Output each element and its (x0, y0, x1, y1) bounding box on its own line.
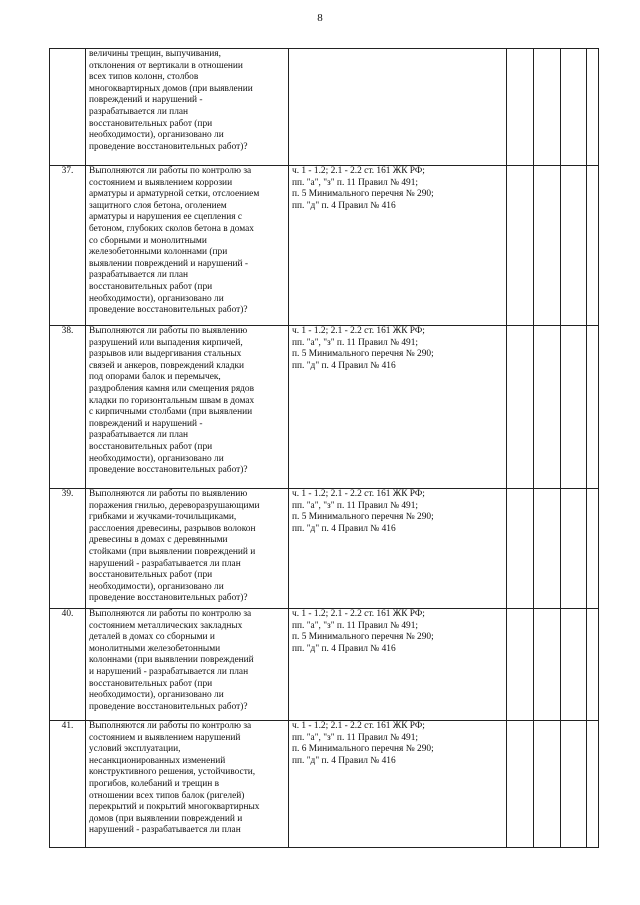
answer-yes-cell[interactable] (507, 166, 534, 326)
question-text: Выполняются ли работы по контролю за состоянием металлических закладных деталей в домах со сборными и монолитными железобетонными колоннами (при выявлении повреждений и нарушений - разрабатывается ли план восстановительных работ (при необходимости), организовано ли проведение восстановительных работ)? (86, 609, 289, 721)
answer-no-cell[interactable] (534, 489, 561, 609)
note-cell[interactable] (587, 166, 599, 326)
answer-no-cell[interactable] (534, 721, 561, 848)
answer-not-applicable-cell[interactable] (561, 166, 587, 326)
table-row-38 (50, 326, 599, 489)
table-row-41 (50, 721, 599, 848)
legal-reference: ч. 1 - 1.2; 2.1 - 2.2 ст. 161 ЖК РФ; пп. "а", "з" п. 11 Правил № 491; п. 5 Минимального перечня № 290; пп. "д" п. 4 Правил № 416 (289, 609, 507, 721)
question-text: Выполняются ли работы по выявлению поражения гнилью, дереворазрушающими грибками и жучками-точильщиками, расслоения древесины, разрывов волокон древесины в домах с деревянными стойками (при выявлении повреждений и нарушений - разрабатывается ли план восстановительных работ (при необходимости), организовано ли проведение восстановительных работ)? (86, 489, 289, 609)
row-number: 41. (50, 721, 86, 848)
question-text: величины трещин, выпучивания, отклонения от вертикали в отношении всех типов колонн, столбов многоквартирных домов (при выявлении повреждений и нарушений - разрабатывается ли план восстановительных работ (при необходимости), организовано ли проведение восстановительных работ)? (86, 49, 289, 166)
answer-not-applicable-cell[interactable] (561, 49, 587, 166)
note-cell[interactable] (587, 609, 599, 721)
legal-reference (289, 49, 507, 166)
table-row-37 (50, 166, 599, 326)
note-cell[interactable] (587, 326, 599, 489)
table-row-40 (50, 609, 599, 721)
table-row-39 (50, 489, 599, 609)
question-text: Выполняются ли работы по контролю за состоянием и выявлением нарушений условий эксплуатации, несанкционированных изменений конструктивного решения, устойчивости, прогибов, колебаний и трещин в отношении всех типов балок (ригелей) перекрытий и покрытий многоквартирных домов (при выявлении повреждений и нарушений - разрабатывается ли план (86, 721, 289, 848)
answer-yes-cell[interactable] (507, 609, 534, 721)
legal-reference: ч. 1 - 1.2; 2.1 - 2.2 ст. 161 ЖК РФ; пп. "а", "з" п. 11 Правил № 491; п. 5 Минимального перечня № 290; пп. "д" п. 4 Правил № 416 (289, 489, 507, 609)
answer-no-cell[interactable] (534, 609, 561, 721)
legal-reference: ч. 1 - 1.2; 2.1 - 2.2 ст. 161 ЖК РФ; пп. "а", "з" п. 11 Правил № 491; п. 5 Минимального перечня № 290; пп. "д" п. 4 Правил № 416 (289, 326, 507, 489)
answer-not-applicable-cell[interactable] (561, 326, 587, 489)
question-text: Выполняются ли работы по контролю за состоянием и выявлением коррозии арматуры и арматурной сетки, отслоением защитного слоя бетона, оголением арматуры и нарушения ее сцепления с бетоном, глубоких сколов бетона в домах со сборными и монолитными железобетонными колоннами (при выявлении повреждений и нарушений - разрабатывается ли план восстановительных работ (при необходимости), организовано ли проведение восстановительных работ)? (86, 166, 289, 326)
answer-yes-cell[interactable] (507, 49, 534, 166)
legal-reference: ч. 1 - 1.2; 2.1 - 2.2 ст. 161 ЖК РФ; пп. "а", "з" п. 11 Правил № 491; п. 5 Минимального перечня № 290; пп. "д" п. 4 Правил № 416 (289, 166, 507, 326)
row-number: 40. (50, 609, 86, 721)
answer-no-cell[interactable] (534, 166, 561, 326)
row-number: 37. (50, 166, 86, 326)
page-number: 8 (317, 12, 323, 24)
answer-not-applicable-cell[interactable] (561, 721, 587, 848)
answer-no-cell[interactable] (534, 49, 561, 166)
row-number (50, 49, 86, 166)
note-cell[interactable] (587, 489, 599, 609)
row-number: 38. (50, 326, 86, 489)
checklist-table (49, 48, 599, 848)
note-cell[interactable] (587, 49, 599, 166)
answer-yes-cell[interactable] (507, 326, 534, 489)
table-row-continued (50, 49, 599, 166)
answer-not-applicable-cell[interactable] (561, 609, 587, 721)
answer-yes-cell[interactable] (507, 489, 534, 609)
legal-reference: ч. 1 - 1.2; 2.1 - 2.2 ст. 161 ЖК РФ; пп. "а", "з" п. 11 Правил № 491; п. 6 Минимального перечня № 290; пп. "д" п. 4 Правил № 416 (289, 721, 507, 848)
answer-no-cell[interactable] (534, 326, 561, 489)
answer-yes-cell[interactable] (507, 721, 534, 848)
note-cell[interactable] (587, 721, 599, 848)
question-text: Выполняются ли работы по выявлению разрушений или выпадения кирпичей, разрывов или выдергивания стальных связей и анкеров, повреждений кладки под опорами балок и перемычек, раздробления камня или смещения рядов кладки по горизонтальным швам в домах с кирпичными столбами (при выявлении повреждений и нарушений - разрабатывается ли план восстановительных работ (при необходимости), организовано ли проведение восстановительных работ)? (86, 326, 289, 489)
row-number: 39. (50, 489, 86, 609)
answer-not-applicable-cell[interactable] (561, 489, 587, 609)
